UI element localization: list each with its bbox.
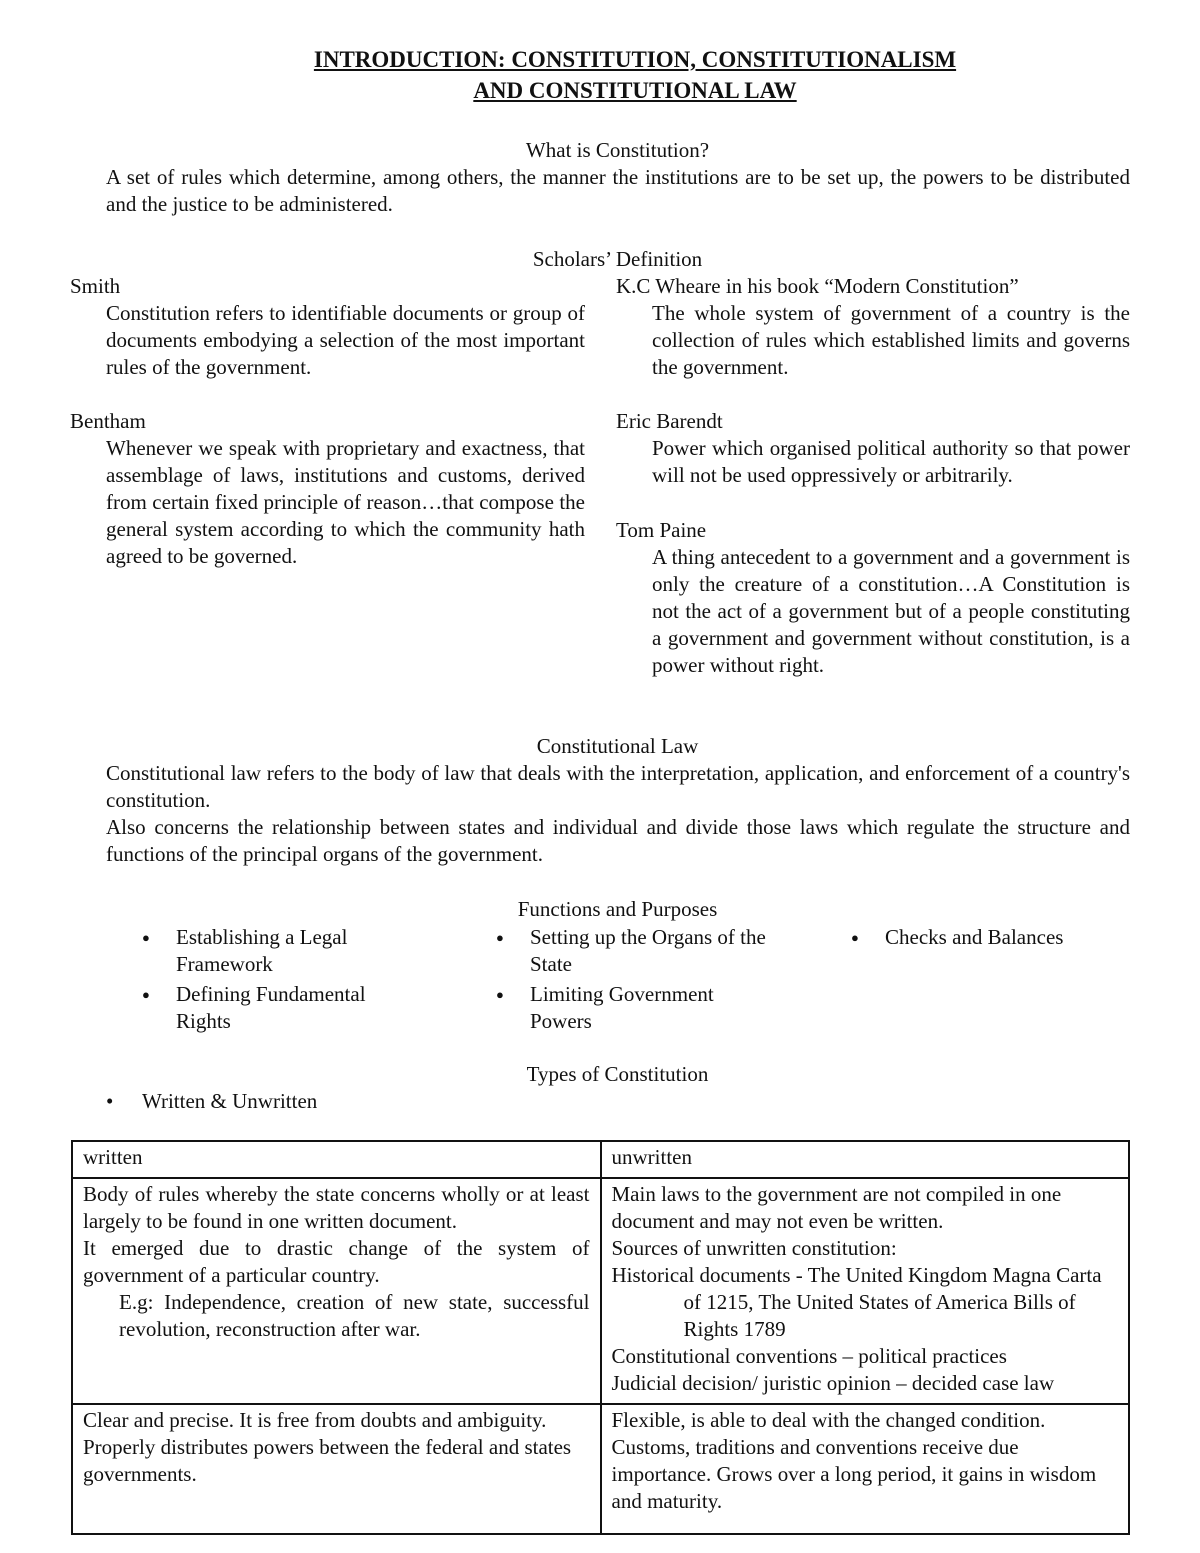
cell-text: Main laws to the government are not compiled in one document and may not even be written. — [611, 1182, 1062, 1233]
unwritten-cell-1 — [601, 1178, 1130, 1404]
smith-name: Smith — [70, 274, 121, 298]
written-cell-2 — [72, 1404, 601, 1534]
table-row — [72, 1404, 1129, 1534]
paine-text: A thing antecedent to a government and a government is only the creature of a constitution…A Constitution is not the act of a government but of a people constituting a government and government without constitution, is a power without right. — [652, 545, 1130, 677]
functions-col-1 — [142, 924, 412, 1038]
list-item: ● Setting up the Organs of the State — [496, 924, 771, 978]
cell-text: Flexible, is able to deal with the changed condition. — [611, 1408, 1046, 1432]
list-item: ● Checks and Balances — [851, 924, 1131, 951]
title-line-1: INTRODUCTION: CONSTITUTION, CONSTITUTIONALISM — [313, 47, 957, 72]
scholars-heading: Scholars’ Definition — [532, 247, 703, 271]
cell-text: Judicial decision/ juristic opinion – decided case law — [611, 1371, 1055, 1395]
cell-text: Customs, traditions and conventions receive due importance. Grows over a long period, it gains in wisdom and maturity. — [611, 1435, 1097, 1513]
list-item: ● Establishing a Legal Framework — [142, 924, 412, 978]
cell-text: It emerged due to drastic change of the system of government of a particular country. — [83, 1236, 590, 1287]
unwritten-cell-2 — [601, 1404, 1130, 1534]
cell-text: Sources of unwritten constitution: — [611, 1236, 897, 1260]
what-is-heading: What is Constitution? — [525, 138, 710, 162]
functions-col-3 — [851, 924, 1131, 954]
cell-text: Clear and precise. It is free from doubts and ambiguity. — [83, 1408, 547, 1432]
const-law-p1: Constitutional law refers to the body of law that deals with the interpretation, application, and enforcement of a country's constitution. — [106, 761, 1130, 812]
bentham-text: Whenever we speak with proprietary and exactness, that assemblage of laws, institutions and customs, derived from certain fixed principle of reason…that compose the general system according to which the community hath agreed to be governed. — [106, 436, 585, 568]
functions-col-2 — [496, 924, 771, 1038]
header-written: written — [72, 1141, 601, 1178]
list-item: ● Defining Fundamental Rights — [142, 981, 412, 1035]
cell-text: Properly distributes powers between the federal and states governments. — [83, 1435, 572, 1486]
types-table — [71, 1140, 1130, 1535]
title-line-2: AND CONSTITUTIONAL LAW — [473, 78, 797, 103]
wheare-name: K.C Wheare in his book “Modern Constitution” — [616, 274, 1019, 298]
bentham-name: Bentham — [70, 409, 146, 433]
types-heading: Types of Constitution — [526, 1062, 709, 1086]
cell-text: E.g: Independence, creation of new state, successful revolution, reconstruction after war. — [119, 1290, 590, 1341]
written-cell-1 — [72, 1178, 601, 1404]
const-law-heading: Constitutional Law — [536, 734, 699, 758]
what-is-text: A set of rules which determine, among others, the manner the institutions are to be set up, the powers to be distributed and the justice to be administered. — [106, 165, 1130, 216]
barendt-text: Power which organised political authority so that power will not be used oppressively or arbitrarily. — [652, 436, 1130, 487]
const-law-p2: Also concerns the relationship between states and individual and divide those laws which regulate the structure and functions of the principal organs of the government. — [106, 815, 1130, 866]
paine-name: Tom Paine — [616, 518, 707, 542]
smith-text: Constitution refers to identifiable documents or group of documents embodying a selection of the most important rules of the government. — [106, 301, 585, 379]
header-unwritten: unwritten — [601, 1141, 1130, 1178]
bullet-icon: • — [106, 1089, 114, 1113]
wheare-text: The whole system of government of a country is the collection of rules which established limits and governs the government. — [652, 301, 1130, 379]
table-row — [72, 1178, 1129, 1404]
types-bullet — [106, 1088, 317, 1115]
barendt-name: Eric Barendt — [616, 409, 723, 433]
cell-text: Body of rules whereby the state concerns wholly or at least largely to be found in one written document. — [83, 1182, 590, 1233]
cell-text: Constitutional conventions – political practices — [611, 1344, 1007, 1368]
functions-heading: Functions and Purposes — [517, 897, 718, 921]
types-bullet-text: Written & Unwritten — [142, 1089, 318, 1113]
list-item: ● Limiting Government Powers — [496, 981, 771, 1035]
cell-text: Historical documents - The United Kingdom Magna Carta of 1215, The United States of America Bills of Rights 1789 — [611, 1263, 1102, 1341]
table-row — [72, 1141, 1129, 1178]
